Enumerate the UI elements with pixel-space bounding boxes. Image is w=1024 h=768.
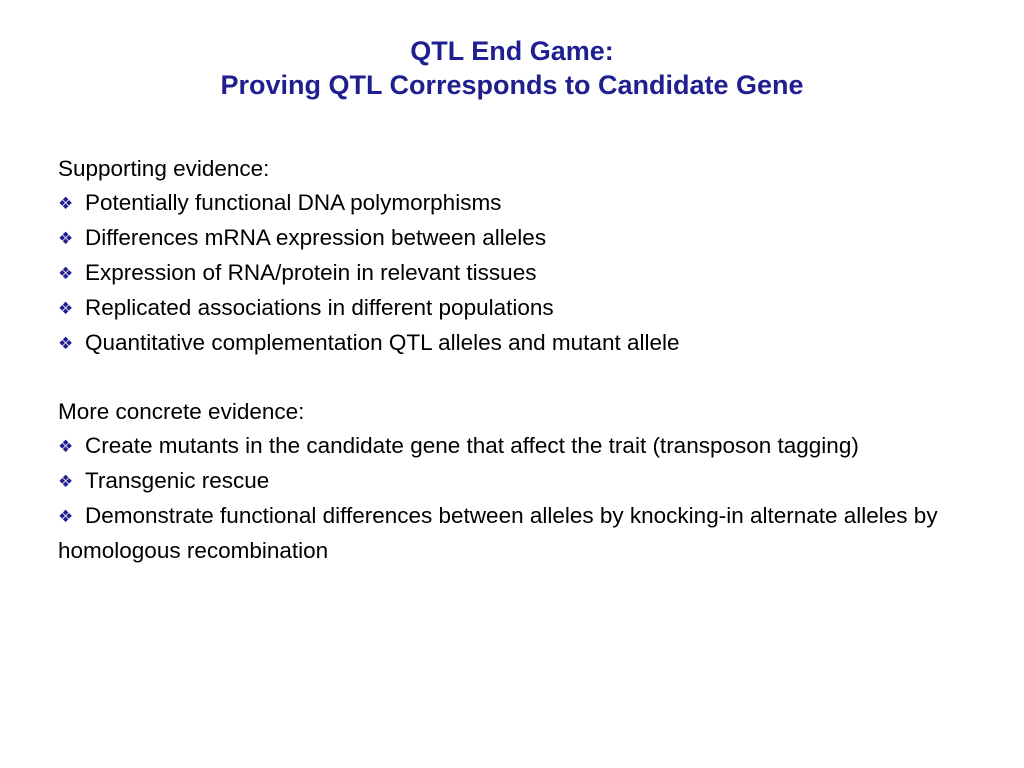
list-item-text: Replicated associations in different populations <box>85 295 554 320</box>
list-item <box>58 326 988 361</box>
slide-body <box>58 152 988 568</box>
list-item-text: Create mutants in the candidate gene that affect the trait (transposon tagging) <box>85 433 859 458</box>
diamond-bullet-icon: ❖ <box>58 264 74 283</box>
list-item-text: Potentially functional DNA polymorphisms <box>85 190 502 215</box>
list-item-text: Differences mRNA expression between alleles <box>85 225 547 250</box>
list-item <box>58 499 988 568</box>
list-item-text: Demonstrate functional differences between alleles by knocking-in alternate alleles by homologous recombination <box>58 503 938 563</box>
list-item <box>58 429 988 464</box>
title-line-1: QTL End Game: <box>410 36 614 66</box>
diamond-bullet-icon: ❖ <box>58 507 74 526</box>
list-item-text: Transgenic rescue <box>85 468 270 493</box>
diamond-bullet-icon: ❖ <box>58 437 74 456</box>
section-spacer <box>58 361 988 395</box>
diamond-bullet-icon: ❖ <box>58 299 74 318</box>
list-item <box>58 221 988 256</box>
list-item <box>58 291 988 326</box>
diamond-bullet-icon: ❖ <box>58 194 74 213</box>
diamond-bullet-icon: ❖ <box>58 472 74 491</box>
list-item <box>58 186 988 221</box>
title-line-2: Proving QTL Corresponds to Candidate Gene <box>220 70 804 100</box>
list-item <box>58 464 988 499</box>
slide-title <box>0 34 1024 102</box>
supporting-evidence-heading: Supporting evidence: <box>58 156 270 181</box>
list-item <box>58 256 988 291</box>
supporting-evidence-section <box>58 152 988 361</box>
list-item-text: Expression of RNA/protein in relevant tissues <box>85 260 537 285</box>
concrete-evidence-section <box>58 395 988 568</box>
diamond-bullet-icon: ❖ <box>58 229 74 248</box>
list-item-text: Quantitative complementation QTL alleles and mutant allele <box>85 330 680 355</box>
diamond-bullet-icon: ❖ <box>58 334 74 353</box>
concrete-evidence-heading: More concrete evidence: <box>58 399 305 424</box>
